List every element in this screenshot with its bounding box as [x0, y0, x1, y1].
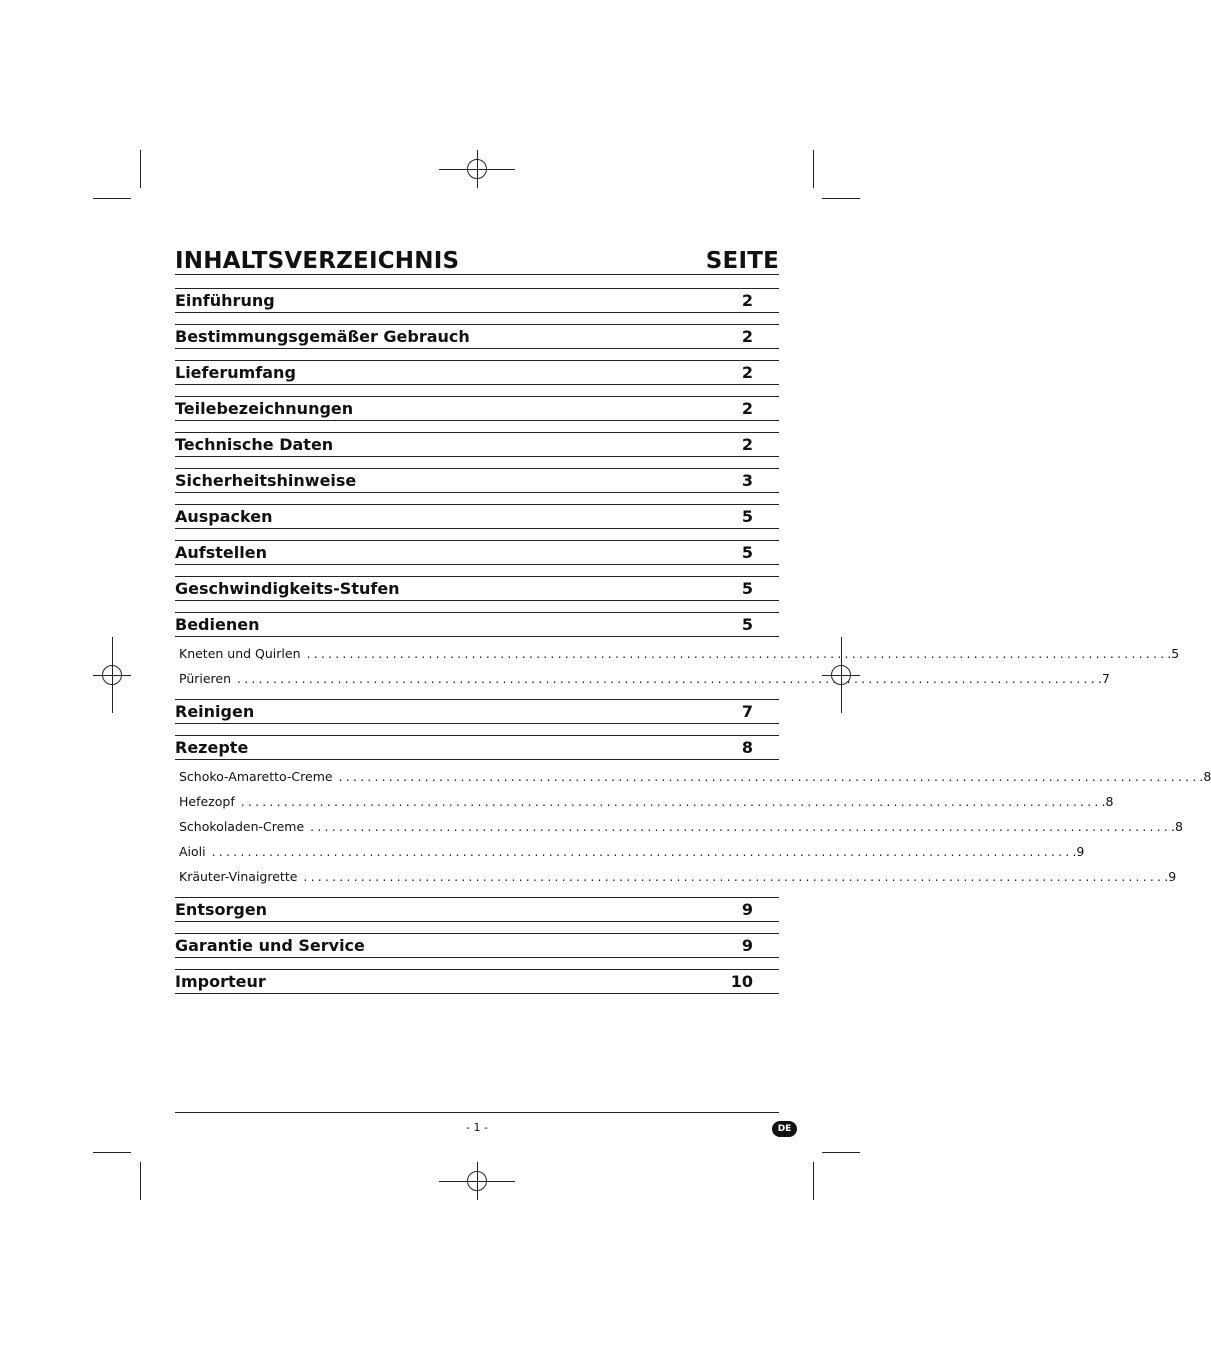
section-page: 2 — [741, 434, 753, 454]
section-page: 2 — [741, 326, 753, 346]
toc-subsection-row[interactable] — [175, 666, 1110, 691]
subsection-title: Schokoladen-Creme — [179, 819, 305, 834]
toc-subsection-row[interactable] — [175, 764, 1211, 789]
toc-subsection-row[interactable] — [175, 839, 1085, 864]
section-title: Bedienen — [175, 614, 260, 634]
section-title: Sicherheitshinweise — [175, 470, 357, 490]
registration-mark-icon — [467, 1171, 487, 1191]
toc-section-row[interactable] — [175, 969, 779, 994]
subsection-page: .9 — [1164, 869, 1177, 884]
toc-section-row[interactable] — [175, 699, 779, 724]
section-title: Entsorgen — [175, 899, 268, 919]
dot-leader: ........................................................................................................................ — [240, 794, 1102, 809]
toc-section-row[interactable] — [175, 504, 779, 529]
toc-section-row[interactable] — [175, 288, 779, 313]
subsection-page: .8 — [1170, 819, 1183, 834]
toc-section-row[interactable] — [175, 897, 779, 922]
section-title: Aufstellen — [175, 542, 267, 562]
subsection-list — [175, 760, 1211, 891]
section-title: Technische Daten — [175, 434, 334, 454]
language-badge: DE — [772, 1121, 797, 1137]
table-of-contents — [175, 246, 1211, 994]
section-title: Teilebezeichnungen — [175, 398, 354, 418]
page-column-label: SEITE — [705, 248, 779, 274]
page-number: - 1 - — [466, 1121, 488, 1134]
section-page: 10 — [730, 971, 753, 991]
subsection-page: .5 — [1167, 646, 1180, 661]
section-page: 9 — [741, 935, 753, 955]
registration-mark-icon — [467, 159, 487, 179]
subsection-title: Aioli — [179, 844, 206, 859]
section-title: Importeur — [175, 971, 266, 991]
section-title: Geschwindigkeits-Stufen — [175, 578, 400, 598]
toc-section-row[interactable] — [175, 612, 779, 637]
section-title: Einführung — [175, 290, 275, 310]
footer-divider — [175, 1112, 779, 1113]
toc-subsection-row[interactable] — [175, 641, 1180, 666]
dot-leader: ........................................................................................................................ — [237, 671, 1098, 686]
section-page: 3 — [741, 470, 753, 490]
section-page: 9 — [741, 899, 753, 919]
toc-section-row[interactable] — [175, 396, 779, 421]
section-title: Bestimmungsgemäßer Gebrauch — [175, 326, 470, 346]
subsection-title: Pürieren — [179, 671, 232, 686]
subsection-page: .8 — [1199, 769, 1211, 784]
dot-leader: ........................................................................................................................ — [211, 844, 1073, 859]
toc-header — [175, 246, 779, 275]
subsection-title: Hefezopf — [179, 794, 235, 809]
toc-section-row[interactable] — [175, 735, 779, 760]
subsection-list — [175, 637, 1180, 693]
dot-leader: ........................................................................................................................ — [310, 819, 1171, 834]
section-page: 7 — [741, 701, 753, 721]
dot-leader: ........................................................................................................................ — [306, 646, 1168, 661]
registration-mark-icon — [102, 665, 122, 685]
subsection-title: Kräuter-Vinaigrette — [179, 869, 298, 884]
toc-section-row[interactable] — [175, 432, 779, 457]
toc-section-row[interactable] — [175, 540, 779, 565]
toc-section-row[interactable] — [175, 324, 779, 349]
section-title: Lieferumfang — [175, 362, 296, 382]
section-page: 2 — [741, 290, 753, 310]
subsection-page: .9 — [1072, 844, 1085, 859]
toc-section-row[interactable] — [175, 576, 779, 601]
section-title: Garantie und Service — [175, 935, 365, 955]
section-page: 2 — [741, 362, 753, 382]
subsection-page: .7 — [1097, 671, 1110, 686]
toc-section-row[interactable] — [175, 468, 779, 493]
toc-entries — [175, 288, 1211, 994]
toc-section-row[interactable] — [175, 933, 779, 958]
toc-subsection-row[interactable] — [175, 864, 1177, 889]
page-title: INHALTSVERZEICHNIS — [175, 248, 460, 274]
section-title: Auspacken — [175, 506, 273, 526]
toc-subsection-row[interactable] — [175, 789, 1114, 814]
section-page: 5 — [741, 542, 753, 562]
section-page: 5 — [741, 614, 753, 634]
toc-subsection-row[interactable] — [175, 814, 1183, 839]
section-page: 5 — [741, 506, 753, 526]
subsection-page: .8 — [1101, 794, 1114, 809]
section-title: Rezepte — [175, 737, 249, 757]
subsection-title: Schoko-Amaretto-Creme — [179, 769, 333, 784]
section-page: 8 — [741, 737, 753, 757]
section-title: Reinigen — [175, 701, 255, 721]
section-page: 5 — [741, 578, 753, 598]
toc-section-row[interactable] — [175, 360, 779, 385]
section-page: 2 — [741, 398, 753, 418]
dot-leader: ........................................................................................................................ — [303, 869, 1165, 884]
dot-leader: ........................................................................................................................ — [338, 769, 1200, 784]
subsection-title: Kneten und Quirlen — [179, 646, 301, 661]
